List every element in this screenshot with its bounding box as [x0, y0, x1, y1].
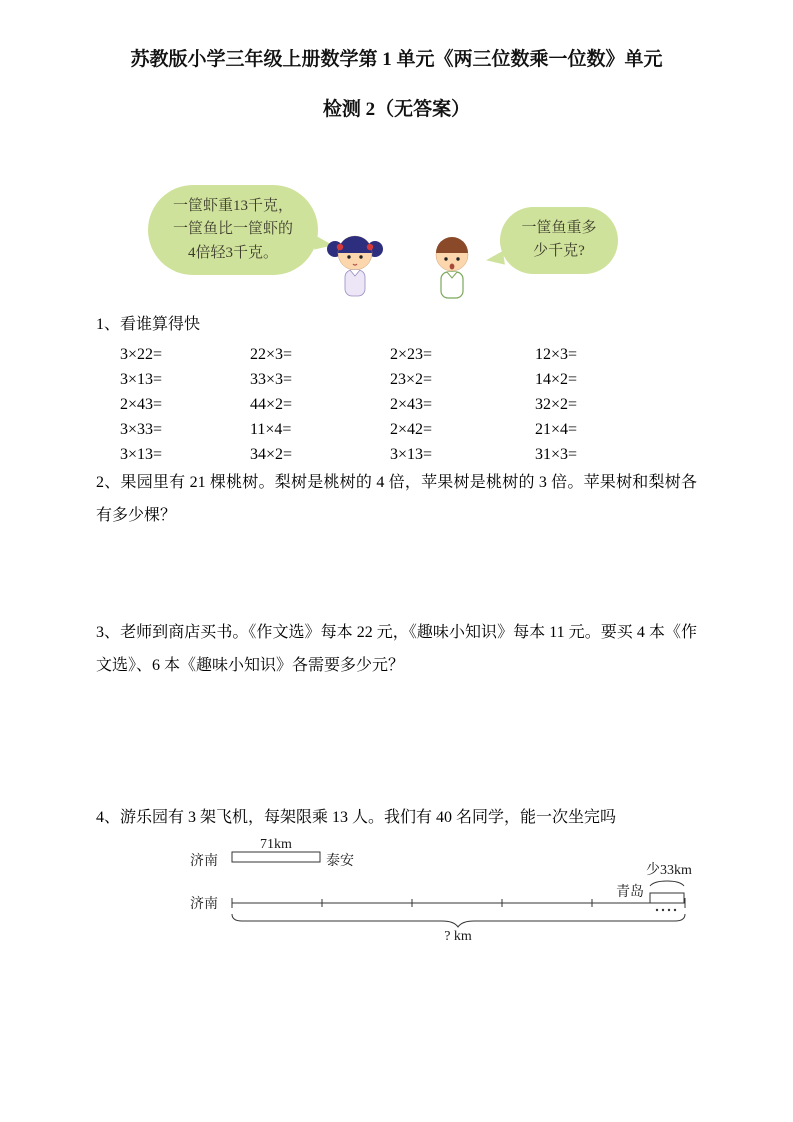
- calc-cell: 2×23=: [390, 346, 433, 363]
- page-title: [96, 50, 697, 119]
- distance-diagram-wrap: [180, 834, 697, 951]
- question-3: 3、老师到商店买书。《作文选》每本 22 元，《趣味小知识》每本 11 元。要买 4 本《作文选》、6 本《趣味小知识》各需要多少元？: [96, 624, 697, 674]
- title-line-1: 苏教版小学三年级上册数学第 1 单元《两三位数乘一位数》单元: [130, 49, 663, 70]
- calc-cell: 44×2=: [250, 396, 293, 413]
- calc-cell: 34×2=: [250, 446, 293, 463]
- calc-cell: 31×3=: [535, 446, 578, 463]
- ellipsis-dots: [656, 909, 676, 911]
- bubble-text-line: 一筐鱼比一筐虾的: [172, 221, 293, 238]
- bubble-text-line: 少千克?: [533, 243, 585, 260]
- bubble-text-line: 一筐虾重13千克，: [172, 198, 293, 214]
- calculation-grid: [120, 345, 697, 464]
- question-1-label: 1、看谁算得快: [96, 316, 201, 333]
- label-71km: 71km: [260, 837, 292, 852]
- label-less-33km: 少33km: [646, 863, 692, 878]
- question-4: 4、游乐园有 3 架飞机，每架限乘 13 人。我们有 40 名同学，能一次坐完吗: [96, 809, 617, 826]
- bubble-text-line: 4倍轻3千克。: [187, 244, 278, 261]
- illustration: [96, 181, 697, 309]
- total-brace: [232, 914, 685, 927]
- calc-cell: 2×43=: [120, 396, 163, 413]
- bubble-text-line: 一筐鱼重多: [521, 220, 597, 236]
- calc-cell: 3×13=: [120, 371, 163, 388]
- girl-character: [326, 223, 384, 303]
- segment-71km-bracket: [232, 852, 320, 862]
- calc-cell: 3×13=: [120, 446, 163, 463]
- calc-cell: 21×4=: [535, 421, 578, 438]
- calc-cell: 14×2=: [535, 371, 578, 388]
- calc-cell: 3×22=: [120, 346, 163, 363]
- calc-cell: 3×33=: [120, 421, 163, 438]
- calc-cell: 11×4=: [250, 421, 292, 438]
- calc-cell: 33×3=: [250, 371, 293, 388]
- calc-cell: 12×3=: [535, 346, 578, 363]
- label-taian: 泰安: [326, 854, 354, 869]
- label-total-km: ? km: [444, 929, 472, 944]
- calc-cell: 2×42=: [390, 421, 433, 438]
- boy-character: [426, 225, 478, 305]
- speech-bubble-left: [148, 185, 318, 275]
- question-2: 2、果园里有 21 棵桃树。梨树是桃树的 4 倍，苹果树是桃树的 3 倍。苹果树和梨树各有多少棵？: [96, 474, 697, 524]
- label-qingdao: 青岛: [616, 885, 644, 900]
- calc-cell: 2×43=: [390, 396, 433, 413]
- calc-cell: 22×3=: [250, 346, 293, 363]
- calc-cell: 3×13=: [390, 446, 433, 463]
- calc-cell: 32×2=: [535, 396, 578, 413]
- calc-cell: 23×2=: [390, 371, 433, 388]
- title-line-2: 检测 2（无答案）: [322, 99, 471, 120]
- label-jinan-top: 济南: [190, 854, 218, 869]
- speech-bubble-right: [500, 207, 618, 274]
- distance-diagram: [180, 834, 740, 946]
- segment-less-33km-box: [650, 893, 684, 903]
- small-brace: [650, 881, 684, 886]
- label-jinan-bottom: 济南: [190, 897, 218, 912]
